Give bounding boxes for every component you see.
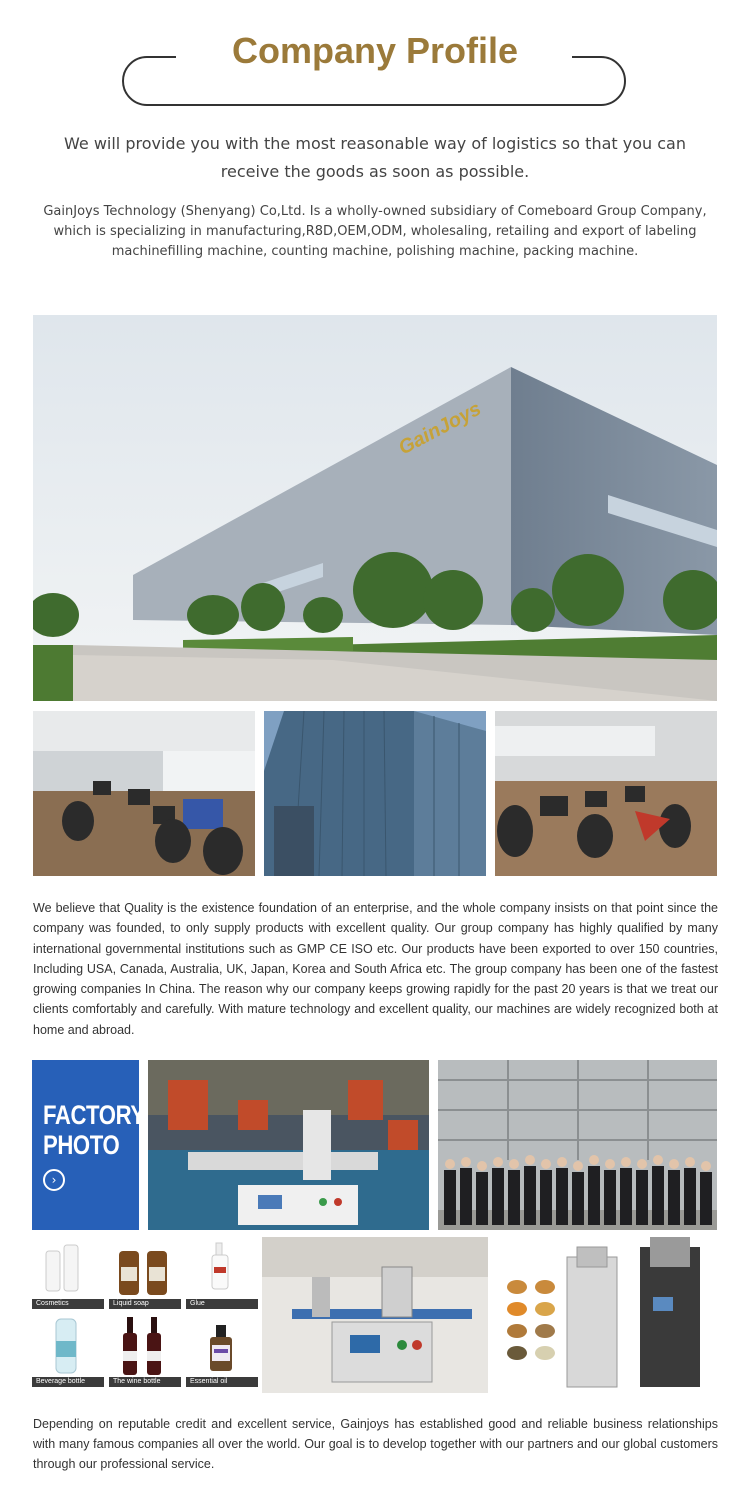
labeling-machine-workshop-photo <box>148 1060 429 1230</box>
packing-machine-photo <box>495 1237 717 1393</box>
office-photo-left <box>33 711 255 876</box>
building-sign: GainJoys <box>395 397 485 460</box>
office-photo-right <box>495 711 717 876</box>
product-label-beverage-bottle: Beverage bottle <box>32 1377 104 1387</box>
labeling-machine-photo <box>262 1237 488 1393</box>
factory-tile-title: FACTORY PHOTO <box>43 1100 145 1160</box>
product-label-essential-oil: Essential oil <box>186 1377 258 1387</box>
team-group-photo <box>438 1060 717 1230</box>
wine-bottle-tile <box>109 1315 181 1387</box>
glue-tile <box>186 1237 258 1309</box>
factory-photo-tile <box>32 1060 145 1230</box>
product-label-cosmetics: Cosmetics <box>32 1299 104 1309</box>
page-title: Company Profile <box>231 30 519 71</box>
cosmetics-tile <box>32 1237 104 1309</box>
essential-oil-tile <box>186 1315 258 1387</box>
lead-text: We will provide you with the most reasonable way of logistics so that you can receive the goods as soon as possible. <box>64 134 686 181</box>
arrow-right-icon[interactable]: › <box>43 1169 65 1191</box>
quality-paragraph: We believe that Quality is the existence foundation of an enterprise, and the whole company insists on that point since the company was founded, to only supply products with excellent quality. Our group company has highly qualified by many international governmental institutions such as GMP CE ISO etc. Our products have been exported to over 150 countries, Including USA, Canada, Australia, UK, Japan, Korea and South Africa etc. The group company has been one of the fastest growing companies In China. The reason why our company keeps growing rapidly for the past 20 years is that we treat our clients comfortably and carefully. With mature technology and excellent quality, our machines are widely recognized both at home and abroad. <box>33 901 718 1037</box>
beverage-bottle-tile <box>32 1315 104 1387</box>
closing-paragraph: Depending on reputable credit and excellent service, Gainjoys has established good and reliable business relationships with many famous companies all over the world. Our goal is to develop together with our partners and our global customers through our professional service. <box>33 1417 718 1471</box>
office-tower-photo <box>264 711 486 876</box>
liquid-soap-tile <box>109 1237 181 1309</box>
product-label-glue: Glue <box>186 1299 258 1309</box>
factory-building-photo <box>33 315 717 701</box>
product-applications-grid <box>32 1237 258 1393</box>
product-label-liquid-soap: Liquid soap <box>109 1299 181 1309</box>
product-label-wine-bottle: The wine bottle <box>109 1377 181 1387</box>
intro-text: GainJoys Technology (Shenyang) Co,Ltd. Is a wholly-owned subsidiary of Comeboard Group Company, which is specializing in manufacturing,R8D,OEM,ODM, wholesaling, retailing and export of labeling machinefilling machine, counting machine, polishing machine, packing machine. <box>43 204 707 259</box>
